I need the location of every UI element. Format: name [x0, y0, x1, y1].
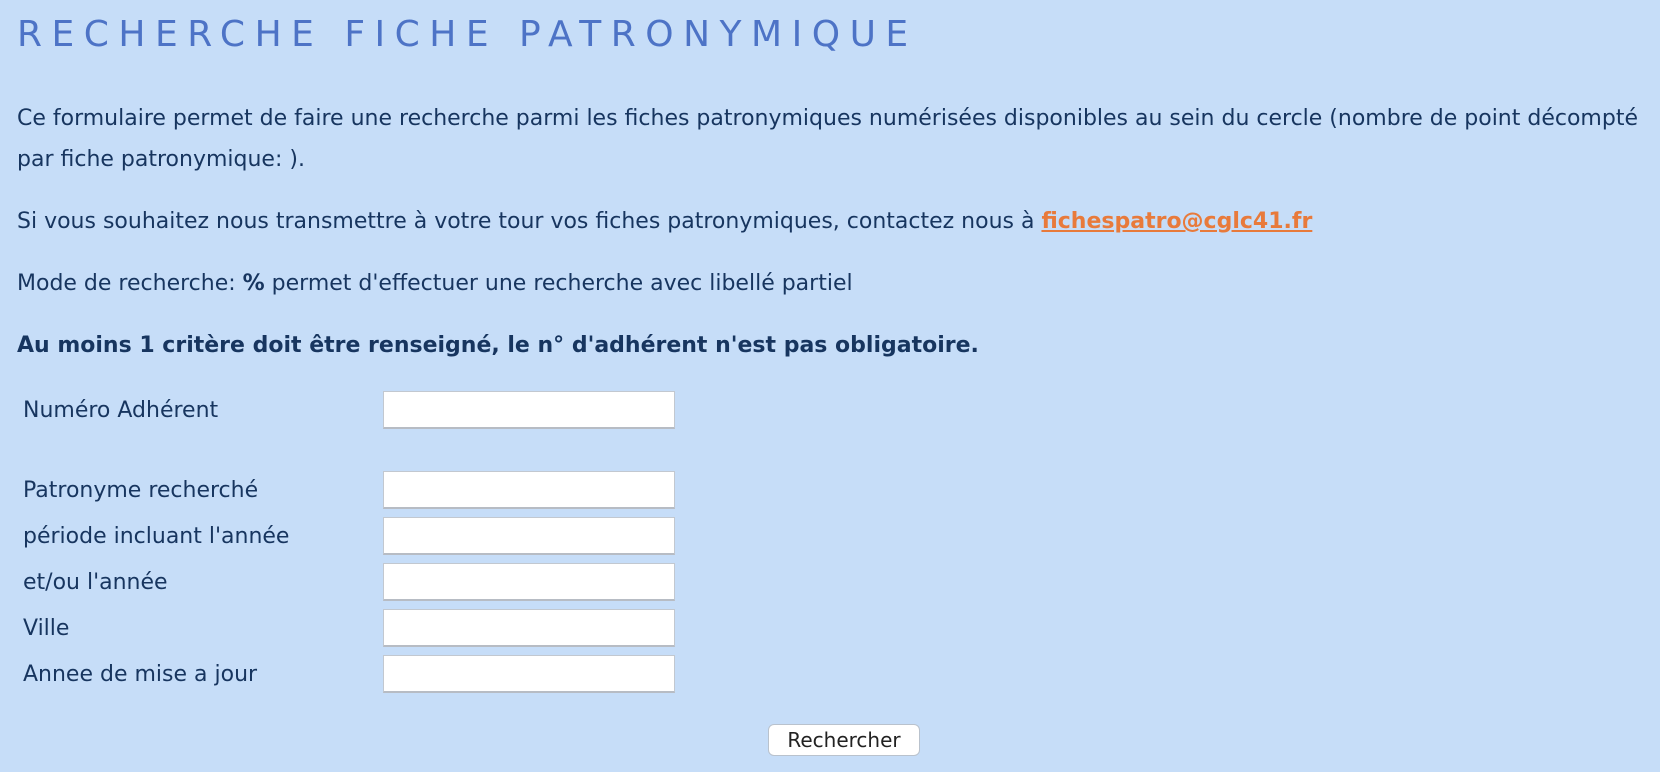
form-row-city [23, 609, 683, 649]
search-mode-prefix: Mode de recherche: [17, 271, 243, 296]
form-row-update-year [23, 655, 683, 695]
intro-text-line-1: Ce formulaire permet de faire une recherche parmi les fiches patronymiques numérisées disponibles au sein du cercle (nombre de point décompté [17, 106, 1638, 131]
search-mode-paragraph [17, 263, 853, 304]
contact-paragraph [17, 201, 1312, 242]
city-input[interactable] [383, 609, 675, 647]
wildcard-symbol: % [242, 271, 265, 296]
page-title: RECHERCHE FICHE PATRONYMIQUE [17, 14, 918, 55]
search-button[interactable]: Rechercher [768, 724, 920, 756]
form-row-member-number [23, 391, 683, 431]
form-row-period-year [23, 517, 683, 557]
contact-email-link[interactable]: fichespatro@cglc41.fr [1041, 209, 1313, 234]
surname-label: Patronyme recherché [23, 478, 259, 503]
form-row-year [23, 563, 683, 603]
update-year-label: Annee de mise a jour [23, 662, 258, 687]
required-criteria-notice: Au moins 1 critère doit être renseigné, le n° d'adhérent n'est pas obligatoire. [17, 333, 979, 358]
form-row-surname [23, 471, 683, 511]
search-mode-description: permet d'effectuer une recherche avec libellé partiel [264, 271, 853, 296]
member-number-input[interactable] [383, 391, 675, 429]
update-year-input[interactable] [383, 655, 675, 693]
member-number-label: Numéro Adhérent [23, 398, 219, 423]
surname-input[interactable] [383, 471, 675, 509]
contact-text: Si vous souhaitez nous transmettre à votre tour vos fiches patronymiques, contactez nous à [17, 209, 1042, 234]
city-label: Ville [23, 616, 70, 641]
year-label: et/ou l'année [23, 570, 168, 595]
intro-text-line-2: par fiche patronymique: ). [17, 147, 305, 172]
period-year-label: période incluant l'année [23, 524, 290, 549]
period-year-input[interactable] [383, 517, 675, 555]
year-input[interactable] [383, 563, 675, 601]
